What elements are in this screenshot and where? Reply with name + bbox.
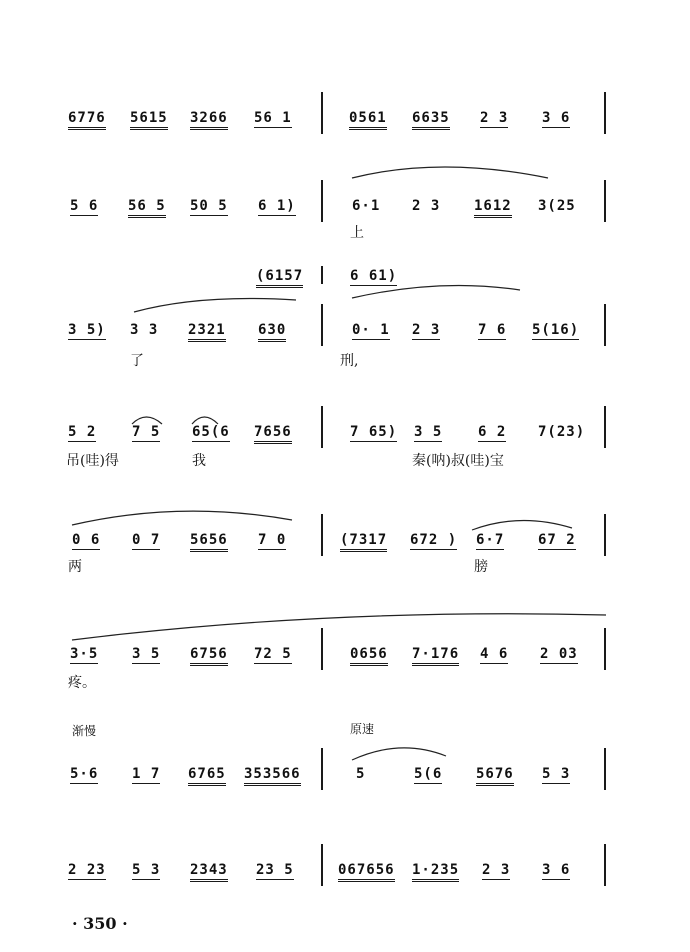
barline xyxy=(321,266,323,284)
note-group: 5 2 xyxy=(68,424,97,440)
note-group: (6157 xyxy=(256,268,303,288)
barline xyxy=(604,628,606,670)
slur xyxy=(352,167,548,178)
slur xyxy=(134,299,296,313)
barline xyxy=(321,628,323,670)
barline xyxy=(321,844,323,886)
note-group: 7 65) xyxy=(350,424,398,440)
slur xyxy=(352,748,446,760)
note-group: 6776 xyxy=(68,110,106,130)
note-group: 3 3 xyxy=(130,322,159,338)
barline xyxy=(604,748,606,790)
note-group: 353566 xyxy=(244,766,301,786)
note-group: 2 3 xyxy=(412,322,441,338)
barline xyxy=(321,748,323,790)
note-group: 3 6 xyxy=(542,110,571,126)
lyric: 吊(哇)得 xyxy=(66,453,119,469)
note-group: 6 2 xyxy=(478,424,507,440)
lyric: 上 xyxy=(350,225,364,241)
barline xyxy=(321,180,323,222)
note-group: 5615 xyxy=(130,110,168,130)
barline xyxy=(604,844,606,886)
note-group: 6·7 xyxy=(476,532,505,548)
note-group: 067656 xyxy=(338,862,395,882)
note-group: 3 5 xyxy=(132,646,161,662)
note-group: 2 3 xyxy=(412,198,441,214)
note-group: 6756 xyxy=(190,646,228,666)
barline xyxy=(321,406,323,448)
note-group: 65(6 xyxy=(192,424,230,440)
note-group: 630 xyxy=(258,322,286,342)
note-group: 3 5 xyxy=(414,424,443,440)
slur xyxy=(72,511,292,525)
lyric: 疼。 xyxy=(68,675,96,691)
note-group: 1·235 xyxy=(412,862,459,882)
note-group: 5 xyxy=(356,766,366,782)
note-group: 2 3 xyxy=(482,862,511,878)
note-group: 2 03 xyxy=(540,646,578,662)
lyric: 秦(呐)叔(哇)宝 xyxy=(412,453,504,469)
note-group: 1 7 xyxy=(132,766,161,782)
slur xyxy=(472,520,572,530)
note-group: 6·1 xyxy=(352,198,381,214)
note-group: 56 5 xyxy=(128,198,166,218)
barline xyxy=(604,92,606,134)
note-group: 3 5) xyxy=(68,322,106,338)
note-group: 7(23) xyxy=(538,424,586,440)
note-group: 0 7 xyxy=(132,532,161,548)
note-group: 72 5 xyxy=(254,646,292,662)
note-group: 5 3 xyxy=(542,766,571,782)
note-group: 7 6 xyxy=(478,322,507,338)
slur xyxy=(132,417,162,424)
note-group: 5676 xyxy=(476,766,514,786)
lyric: 了 xyxy=(130,353,144,369)
note-group: 5(16) xyxy=(532,322,580,338)
note-group: 6 61) xyxy=(350,268,398,284)
note-group: 2 23 xyxy=(68,862,106,878)
note-group: 1612 xyxy=(474,198,512,218)
note-group: 7 0 xyxy=(258,532,287,548)
note-group: 2343 xyxy=(190,862,228,882)
note-group: 7·176 xyxy=(412,646,459,666)
note-group: 0656 xyxy=(350,646,388,666)
barline xyxy=(321,304,323,346)
note-group: 5(6 xyxy=(414,766,443,782)
page-number: · 350 · xyxy=(72,914,128,933)
note-group: 0· 1 xyxy=(352,322,390,338)
barline xyxy=(321,514,323,556)
slur xyxy=(352,286,520,299)
note-group: 5656 xyxy=(190,532,228,552)
note-group: 4 6 xyxy=(480,646,509,662)
lyric: 膀 xyxy=(474,559,488,575)
note-group: 0 6 xyxy=(72,532,101,548)
note-group: 3·5 xyxy=(70,646,99,662)
note-group: 2321 xyxy=(188,322,226,342)
slur xyxy=(72,614,606,640)
slur xyxy=(192,417,218,424)
barline xyxy=(604,406,606,448)
note-group: 6635 xyxy=(412,110,450,130)
note-group: 6765 xyxy=(188,766,226,786)
note-group: 5·6 xyxy=(70,766,99,782)
note-group: 5 3 xyxy=(132,862,161,878)
note-group: 6 1) xyxy=(258,198,296,214)
note-group: 50 5 xyxy=(190,198,228,214)
note-group: 5 6 xyxy=(70,198,99,214)
note-group: 7 5 xyxy=(132,424,161,440)
note-group: 0561 xyxy=(349,110,387,130)
tempo-marking: 原速 xyxy=(350,722,375,736)
note-group: 3266 xyxy=(190,110,228,130)
lyric: 刑, xyxy=(340,353,359,369)
note-group: (7317 xyxy=(340,532,387,552)
note-group: 672 ) xyxy=(410,532,458,548)
note-group: 67 2 xyxy=(538,532,576,548)
note-group: 2 3 xyxy=(480,110,509,126)
note-group: 3(25 xyxy=(538,198,576,214)
barline xyxy=(604,304,606,346)
tempo-marking: 渐慢 xyxy=(72,724,97,738)
barline xyxy=(604,180,606,222)
note-group: 3 6 xyxy=(542,862,571,878)
note-group: 7656 xyxy=(254,424,292,444)
barline xyxy=(321,92,323,134)
barline xyxy=(604,514,606,556)
lyric: 两 xyxy=(68,559,82,575)
lyric: 我 xyxy=(192,453,206,469)
note-group: 56 1 xyxy=(254,110,292,126)
note-group: 23 5 xyxy=(256,862,294,878)
